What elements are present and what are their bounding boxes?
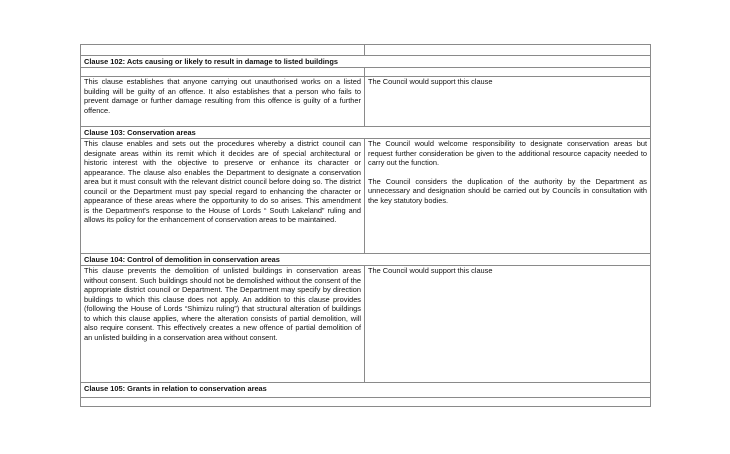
clause-body-row [81, 266, 651, 383]
council-response-text: The Council would support this clause [368, 266, 493, 275]
clause-body-row [81, 77, 651, 127]
council-response-text: The Council would support this clause [368, 77, 493, 86]
council-response [365, 139, 651, 254]
clause-description [81, 266, 365, 383]
council-response [365, 266, 651, 383]
clause-description [81, 139, 365, 254]
clause-heading-row [81, 254, 651, 266]
clause-heading: Clause 104: Control of demolition in conservation areas [81, 254, 651, 266]
clause-description-text: This clause prevents the demolition of unlisted buildings in conservation areas without consent. Such buildings should not be demolished without the consent of the appropriate district council or Department. The Department may specify by direction buildings to which this clause does not apply. An addition to this clause provides (following the House of Lords “Shimizu ruling”) that structural alteration of buildings to which this clause applies, where the alteration consists of partial demolition, will also require consent. This effectively creates a new offence of partial demolition of an unlisted building in a conservation area without consent. [84, 266, 361, 342]
clause-heading: Clause 105: Grants in relation to conservation areas [81, 383, 651, 398]
clause-description-text: This clause establishes that anyone carrying out unauthorised works on a listed building will be guilty of an offence. It also establishes that a person who fails to prevent damage or further damage resulting from this offence is guilty of a further offence. [84, 77, 361, 115]
clause-heading: Clause 103: Conservation areas [81, 127, 651, 139]
clause-response-table [80, 44, 651, 407]
clause-heading-row [81, 383, 651, 398]
empty-cell [81, 45, 365, 56]
clause-heading: Clause 102: Acts causing or likely to result in damage to listed buildings [81, 56, 651, 68]
clause-heading-row [81, 56, 651, 68]
council-response [365, 77, 651, 127]
empty-cell [365, 68, 651, 77]
clause-description [81, 77, 365, 127]
clause-body-row [81, 139, 651, 254]
council-response-text: The Council would welcome responsibility to designate conservation areas but request further consideration be given to the additional resource capacity needed to carry out the function. [368, 139, 647, 168]
clause-heading-row [81, 127, 651, 139]
empty-cell [81, 398, 651, 407]
table-top-spacer-row [81, 45, 651, 56]
clause-gap-row [81, 68, 651, 77]
clause-description-text: This clause enables and sets out the procedures whereby a district council can designate areas within its remit which it decides are of special architectural or historic interest with the objective to preserve or enhance its character or appearance. The clause also enables the Department to designate a conservation area but it must consult with the relevant district council before doing so. The district council or the Department must pay special regard to enhancing the character or appearance of these areas where the opportunity to do so arises. This amendment is the Department's response to the House of Lords “ South Lakeland” ruling and allows its policy for the enhancement of conservation areas to be maintained. [84, 139, 361, 225]
empty-cell [365, 45, 651, 56]
clause-body-row [81, 398, 651, 407]
empty-cell [81, 68, 365, 77]
council-response-text: The Council considers the duplication of the authority by the Department as unnecessary and designation should be carried out by Councils in consultation with the key statutory bodies. [368, 176, 647, 205]
